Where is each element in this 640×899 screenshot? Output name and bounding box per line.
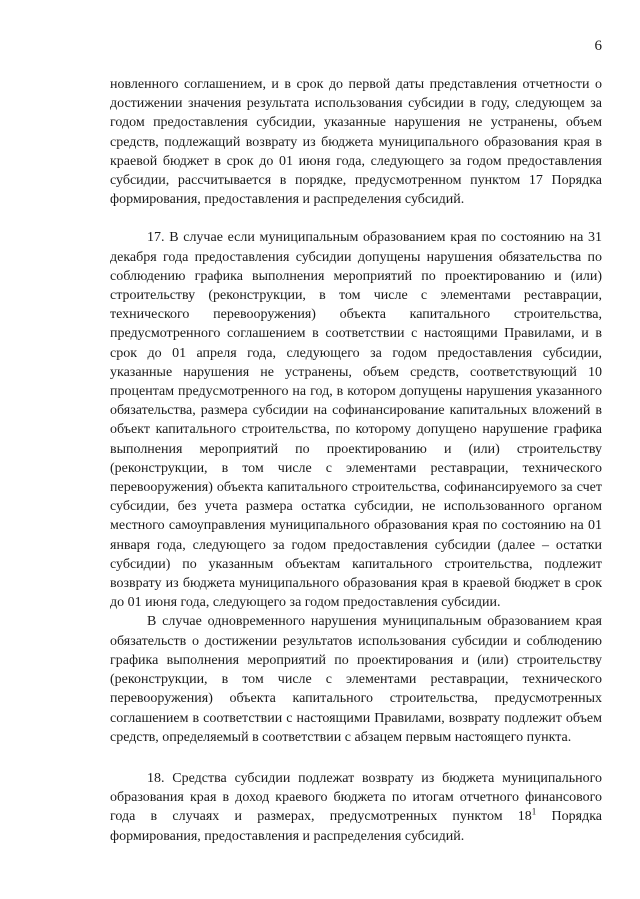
page-number: 6 — [594, 38, 602, 54]
paragraph-18-text-after: Порядка формирования, предоставления и распределения субсидий. — [110, 809, 602, 844]
paragraph-continuation: новленного соглашением, и в срок до первой даты представления отчетности о достижении значения результата использования субсидии в году, следующем за годом предоставления субсидии, указанные нарушения не устранены, объем средств, подлежащий возврату из бюджета муниципального образования края в краевой бюджет в срок до 01 июня года, следующего за годом предоставления субсидии, рассчитывается в порядке, предусмотренном пунктом 17 Порядка формирования, предоставления и распределения субсидий. — [110, 77, 602, 208]
paragraph-18-text-before: 18. Средства субсидии подлежат возврату из бюджета муниципального образования края в доход краевого бюджета по итогам отчетного финансового года в случаях и размерах, предусмотренных пунктом 18 — [110, 770, 602, 825]
paragraph-18 — [110, 769, 602, 846]
paragraph-18-superscript: 1 — [531, 806, 537, 817]
paragraph-17-second: В случае одновременного нарушения муниципальным образованием края обязательств о достижении результатов использования субсидии и соблюдению графика выполнения мероприятий по проектирования и (или) строительству (реконструкции, в том числе с элементами реставрации, технического перевооружения) объекта капитального строительства, предусмотренных соглашением в соответствии с настоящими Правилами, возврату подлежит объем средств, определяемый в соответствии с абзацем первым настоящего пункта. — [110, 614, 602, 745]
paragraph-17: 17. В случае если муниципальным образованием края по состоянию на 31 декабря года предоставления субсидии допущены нарушения обязательства по соблюдению графика выполнения мероприятий по проектированию и (или) строительству (реконструкции, в том числе с элементами реставрации, технического перевооружения) объекта капитального строительства, предусмотренного соглашением в соответствии с настоящими Правилами, и в срок до 01 апреля года, следующего за годом предоставления субсидии, указанные нарушения не устранены, объем средств, соответствующий 10 процентам предусмотренного на год, в котором допущены нарушения указанного обязательства, размера субсидии на софинансирование капитальных вложений в объект капитального строительства, по которому допущено нарушение графика выполнения мероприятий по проектированию и (или) строительству (реконструкции, в том числе с элементами реставрации, технического перевооружения) объекта капитального строительства, софинансируемого за счет субсидии, без учета размера остатка субсидии, не использованного органом местного самоуправления муниципального образования края по состоянию на 01 января года, следующего за годом предоставления субсидии (далее – остатки субсидии) по указанным объектам капитального строительства, подлежит возврату из бюджета муниципального образования края в краевой бюджет в срок до 01 июня года, следующего за годом предоставления субсидии. — [110, 230, 602, 611]
document-body — [110, 75, 602, 846]
